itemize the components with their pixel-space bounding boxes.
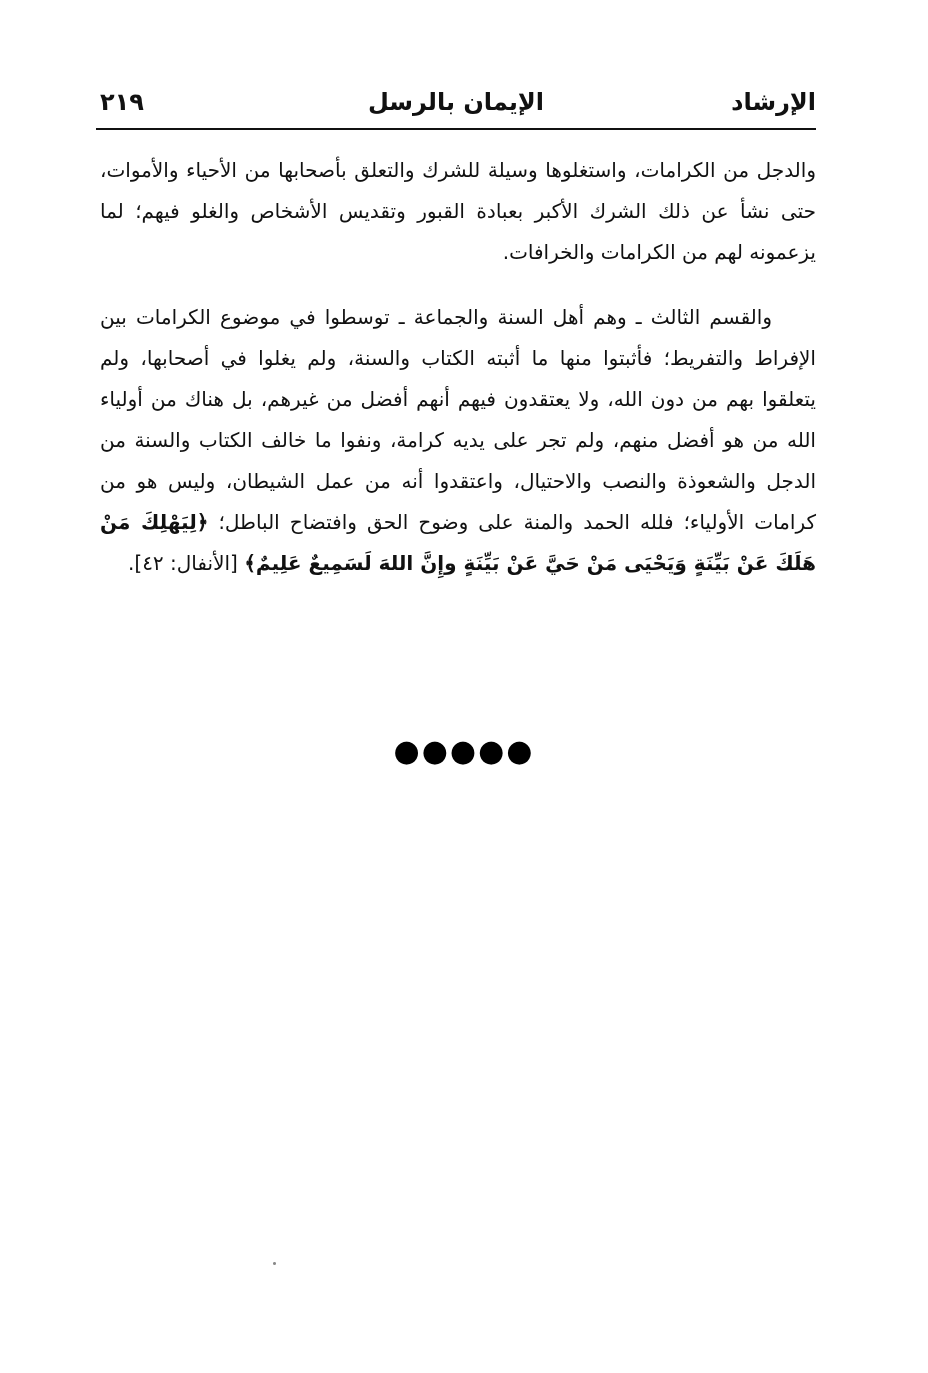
paragraph-1: والدجل من الكرامات، واستغلوها وسيلة للشرك والتعلق بأصحابها من الأحياء والأموات، حتى نشأ عن ذلك الشرك الأكبر بعبادة القبور وتقديس الأشخاص والغلو فيهم؛ لما يزعمونه لهم من الكرامات والخرافات.	[100, 158, 816, 264]
page-body	[100, 150, 816, 584]
running-header	[96, 86, 816, 130]
verse-reference: [الأنفال: ٤٢].	[128, 551, 238, 575]
section-end-ornament: ●●●●●	[393, 734, 535, 769]
paragraph-2	[100, 297, 816, 584]
section-title: الإرشاد	[731, 88, 816, 116]
chapter-title: الإيمان بالرسل	[367, 88, 545, 116]
scan-speck	[273, 1262, 276, 1265]
header-rule	[96, 128, 816, 130]
quran-verse: ﴿لِيَهْلِكَ مَنْ هَلَكَ عَنْ بَيِّنَةٍ وَيَحْيَى مَنْ حَيَّ عَنْ بَيِّنَةٍ وإِنَّ اللهَ لَسَمِيعٌ عَلِيمٌ﴾	[100, 510, 816, 575]
paragraph-2-text: والقسم الثالث ـ وهم أهل السنة والجماعة ـ توسطوا في موضوع الكرامات بين الإفراط والتفريط؛ فأثبتوا منها ما أثبته الكتاب والسنة، ولم يغلوا في أصحابها، ولم يتعلقوا بهم من دون الله، ولا يعتقدون فيهم أنهم أفضل من غيرهم، بل هناك من أولياء الله من هو أفضل منهم، ولم تجر على يديه كرامة، ونفوا ما خالف الكتاب والسنة من الدجل والشعوذة والنصب والاحتيال، واعتقدوا أنه من عمل الشيطان، وليس هو من كرامات الأولياء؛ فلله الحمد والمنة على وضوح الحق وافتضاح الباطل؛	[100, 305, 817, 534]
page-number: ٢١٩	[100, 88, 144, 116]
